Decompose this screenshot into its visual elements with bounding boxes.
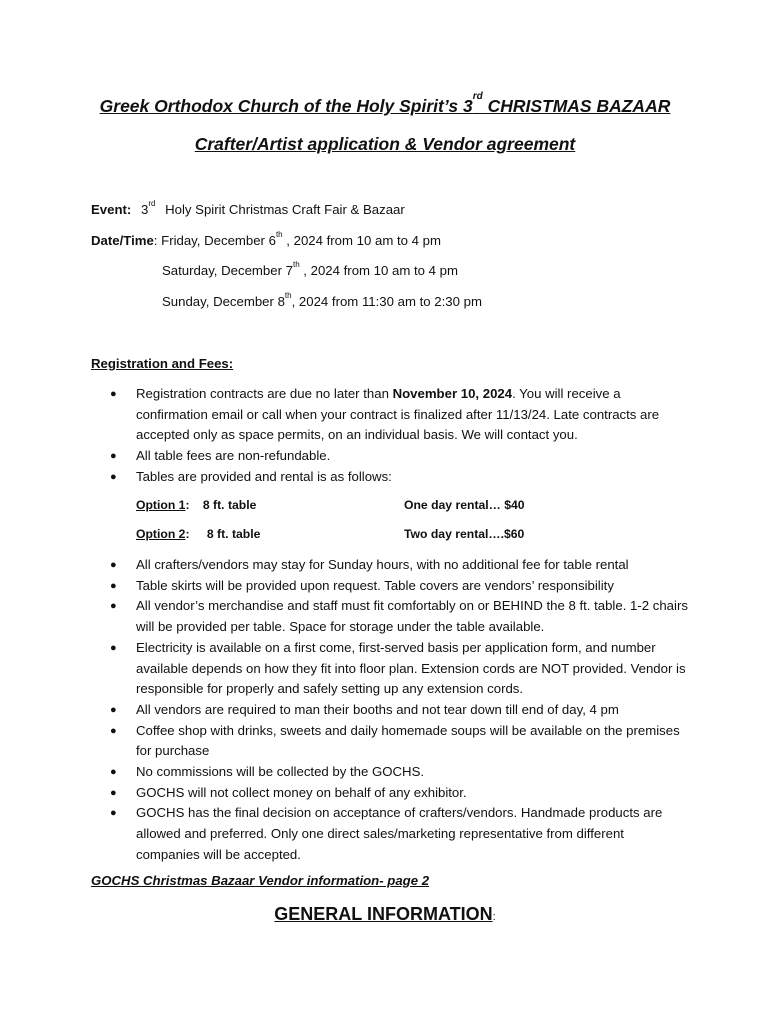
event-label: Event: [91,202,132,217]
bullet-icon: ● [110,579,117,592]
list-item [110,555,690,576]
option-1-price: One day rental… $40 [404,498,525,512]
datetime-line-2 [162,260,458,278]
datetime-day-1: Friday, December 6 [157,233,276,248]
bullet-icon: ● [110,388,117,400]
document-subtitle: Crafter/Artist application & Vendor agreement [194,134,576,154]
datetime-hours-3: , 2024 from 11:30 am to 2:30 pm [291,294,482,309]
list-item [110,762,690,783]
datetime-sup-2: th [292,260,300,269]
page-reference: GOCHS Christmas Bazaar Vendor information- page 2 [91,873,430,888]
list-item-text: All vendor’s merchandise and staff must fit comfortably on or BEHIND the 8 ft. table. 1-2 chairs will be provided per table. Space for storage under the table available. [136,598,688,635]
datetime-sup-1: th [275,230,283,239]
bullet-icon: ● [110,766,117,779]
list-item [110,384,690,446]
list-item [110,803,690,865]
list-item-text: Tables are provided and rental is as follows: [136,468,392,484]
option-1 [136,498,256,512]
option-table: 8 ft. table [202,498,257,512]
datetime-hours-1: , 2024 from 10 am to 4 pm [282,233,441,248]
title-text-end: CHRISTMAS BAZAAR [482,96,671,116]
option-table: 8 ft. table [206,527,261,541]
list-item-text: All crafters/vendors may stay for Sunday hours, with no additional fee for table rental [136,557,629,572]
general-heading-colon: : [492,911,496,923]
datetime-day-2: Saturday, December 7 [162,263,293,278]
datetime-line-1 [91,230,441,248]
list-item-text: GOCHS will not collect money on behalf of any exhibitor. [136,784,467,800]
option-label: Option 2 [136,527,186,541]
datetime-sup-3: th [284,291,292,300]
list-item [110,721,690,762]
datetime-day-3: Sunday, December 8 [162,294,285,309]
title-superscript: rd [472,91,483,102]
general-information-heading [0,904,770,925]
list-item [110,783,690,804]
bullet-icon: ● [110,703,117,716]
list-item [110,596,690,637]
list-item-text: Coffee shop with drinks, sweets and daily homemade soups will be available on the premises for purchase [136,722,680,759]
datetime-hours-2: , 2024 from 10 am to 4 pm [299,263,458,278]
list-item-text: Table skirts will be provided upon request. Table covers are vendors’ responsibility [136,577,614,593]
vendor-rules-list [110,555,690,866]
list-item-text: Electricity is available on a first come, first-served basis per application form, and number available depends on how they fit into floor plan. Extension cords are NOT provided. Vendor is responsible for properly and safely setting up any extension cords. [136,639,686,697]
list-item-text: GOCHS has the final decision on acceptance of crafters/vendors. Handmade products are allowed and preferred. Only one direct sales/marketing representative from different companies will be accepted. [136,805,663,862]
title-text: Greek Orthodox Church of the Holy Spirit’s 3 [99,96,473,116]
event-line [91,199,405,217]
bullet-icon: ● [110,559,117,571]
list-item-text: No commissions will be collected by the GOCHS. [136,764,425,780]
option-2-price: Two day rental….$60 [404,527,525,541]
option-sep: : [185,527,190,541]
bullet-icon: ● [110,807,117,820]
list-item-text: . You will receive a confirmation email or call when your contract is finalized after 11/13/24. Late contracts are accepted only as space permits, on an individual basis. We will contact you. [136,386,660,443]
list-item-text: All table fees are non-refundable. [136,448,331,464]
bullet-icon: ● [110,470,117,483]
option-sep: : [185,498,190,512]
document-title [0,91,770,117]
datetime-label: Date/Time [91,233,154,248]
list-item [110,576,690,597]
event-number: 3 [140,202,149,217]
list-item-text: Registration contracts are due no later than [136,386,393,401]
general-heading-text: GENERAL INFORMATION [274,904,493,924]
bullet-icon: ● [110,641,117,654]
datetime-line-3 [162,291,482,309]
option-label: Option 1 [136,498,186,512]
option-2 [136,527,260,541]
event-name: Holy Spirit Christmas Craft Fair & Bazaar [165,202,405,217]
list-item [110,467,690,488]
list-item-text: All vendors are required to man their booths and not tear down till end of day, 4 pm [136,701,619,717]
event-number-sup: rd [148,199,156,208]
list-item [110,446,690,467]
bullet-icon: ● [110,786,117,799]
due-date: November 10, 2024 [392,386,513,401]
bullet-icon: ● [110,450,117,463]
bullet-icon: ● [110,600,117,613]
registration-list [110,384,690,488]
registration-heading: Registration and Fees: [91,356,234,371]
list-item [110,700,690,721]
list-item [110,638,690,700]
bullet-icon: ● [110,724,117,737]
datetime-colon: : [153,233,158,248]
